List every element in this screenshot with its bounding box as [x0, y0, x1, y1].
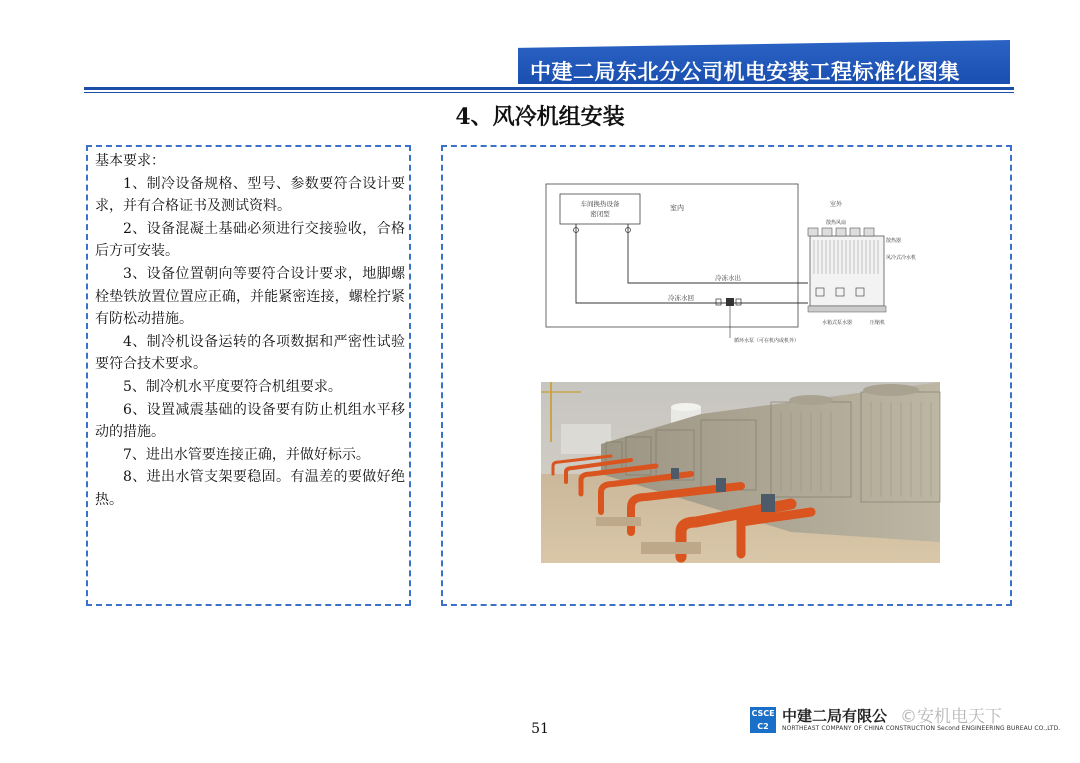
requirement-item: 6、设置减震基础的设备要有防止机组水平移动的措施。 — [95, 401, 405, 441]
fan-label: 散热风扇 — [826, 220, 847, 226]
indoor-label: 室内 — [670, 204, 684, 212]
equipment-label: 车间换热设备 — [580, 200, 620, 208]
unit-label: 风冷式冷水机 — [886, 255, 917, 261]
return-label: 冷冻水回 — [668, 294, 694, 302]
section-title: 4、风冷机组安装 — [455, 104, 625, 130]
requirement-item: 5、制冷机水平度要符合机组要求。 — [123, 378, 342, 395]
requirement-item: 7、进出水管要连接正确，并做好标示。 — [123, 446, 370, 463]
logo-text-bottom: C2 — [757, 722, 769, 731]
company-name-en: NORTHEAST COMPANY OF CHINA CONSTRUCTION Second ENGINEERING BUREAU CO.,LTD. — [782, 725, 1061, 732]
chiller-schematic — [540, 180, 917, 355]
watermark: ©安机电天下 — [900, 707, 1002, 727]
company-name: 中建二局有限公 — [782, 707, 888, 725]
requirements-list — [95, 150, 405, 512]
page-number: 51 — [531, 721, 549, 737]
header-rule — [84, 87, 1014, 90]
logo-text-top: CSCE — [751, 709, 775, 718]
outdoor-label: 室外 — [830, 201, 843, 208]
pump-tank-label: 水箱式泵水器 — [822, 320, 853, 326]
document-title: 中建二局东北分公司机电安装工程标准化图集 — [530, 60, 960, 84]
radiator-label: 散热器 — [886, 238, 902, 244]
requirements-heading: 基本要求： — [95, 153, 165, 169]
equipment-type-label: 密闭型 — [590, 210, 610, 218]
header-rule-thin — [84, 92, 1014, 93]
company-logo-icon — [750, 707, 776, 733]
requirement-item: 4、制冷机设备运转的各项数据和严密性试验要符合技术要求。 — [95, 333, 405, 373]
circulation-pump-label: 循环水泵（可在机内或机外） — [734, 338, 800, 344]
requirement-item: 8、进出水管支架要稳固。有温差的要做好绝热。 — [95, 469, 405, 508]
requirement-item: 1、制冷设备规格、型号、参数要符合设计要求，并有合格证书及测试资料。 — [95, 175, 405, 215]
compressor-label: 压缩机 — [870, 320, 886, 326]
requirement-item: 2、设备混凝土基础必须进行交接验收，合格后方可安装。 — [95, 220, 405, 260]
chiller-installation-photo — [541, 382, 940, 563]
supply-label: 冷冻水出 — [715, 274, 741, 282]
requirement-item: 3、设备位置朝向等要符合设计要求，地脚螺栓垫铁放置位置应正确，并能紧密连接，螺栓拧紧有防松动措施。 — [95, 265, 405, 328]
